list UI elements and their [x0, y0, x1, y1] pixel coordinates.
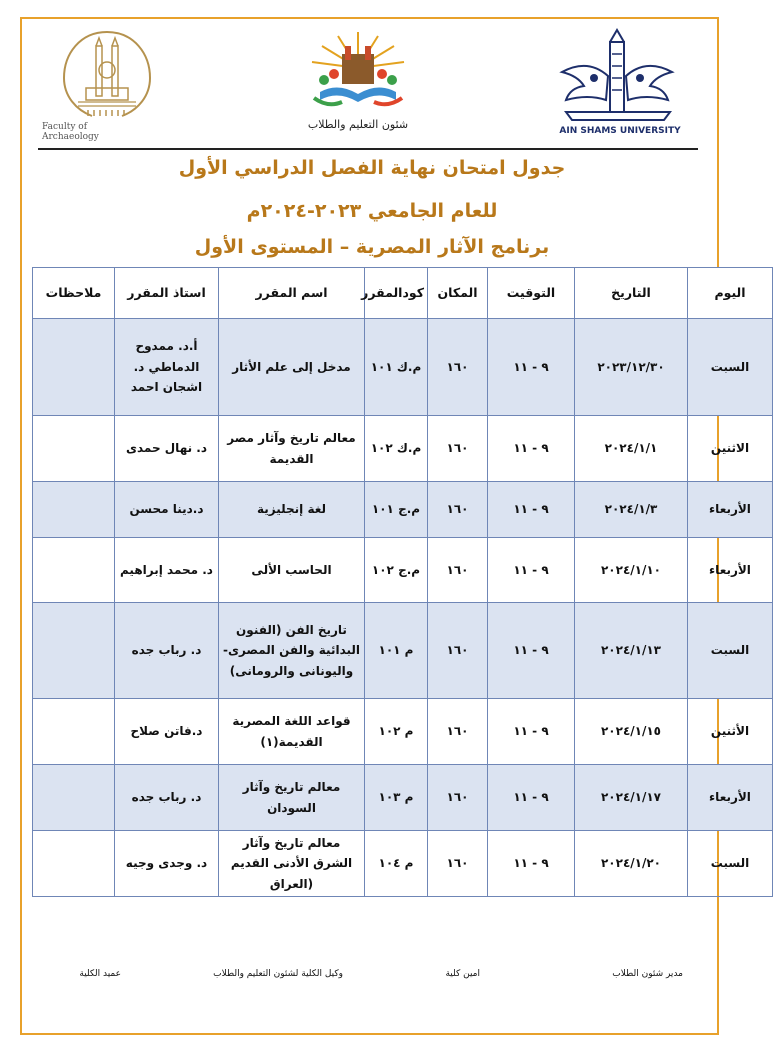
academic-year-title: للعام الجامعي ٢٠٢٣-٢٠٢٤م — [246, 200, 498, 222]
header-course-code: كودالمقرر — [365, 268, 428, 319]
row-day: السبت — [688, 831, 773, 897]
ain-shams-caption: AIN SHAMS UNIVERSITY — [559, 126, 681, 136]
row-place: ١٦٠ — [428, 538, 488, 603]
row-place: ١٦٠ — [428, 765, 488, 831]
row-time: ٩ - ١١ — [488, 831, 575, 897]
row-notes — [33, 699, 115, 765]
row-professor: د.فاتن صلاح — [115, 699, 219, 765]
row-day: الأثنين — [688, 699, 773, 765]
row-date: ٢٠٢٤/١/٢٠ — [575, 831, 688, 897]
row-course: تاريخ الفن (الفنون البدائية والفن المصرى- واليونانى والرومانى) — [219, 603, 365, 699]
program-level-title: برنامج الآثار المصرية – المستوى الأول — [194, 236, 550, 258]
row-time: ٩ - ١١ — [488, 319, 575, 416]
row-place: ١٦٠ — [428, 482, 488, 538]
header-divider — [38, 148, 698, 150]
table-row — [33, 319, 773, 416]
table-row — [33, 482, 773, 538]
row-course: معالم تاريخ وآثار السودان — [219, 765, 365, 831]
row-code: م.ج ١٠٢ — [365, 538, 428, 603]
row-place: ١٦٠ — [428, 699, 488, 765]
row-day: الاثنين — [688, 416, 773, 482]
row-place: ١٦٠ — [428, 319, 488, 416]
row-code: م.ك ١٠١ — [365, 319, 428, 416]
row-professor: أ.د. ممدوح الدماطي د. اشجان احمد — [115, 319, 219, 416]
header-day: اليوم — [688, 268, 773, 319]
schedule-title: جدول امتحان نهاية الفصل الدراسي الأول — [178, 157, 566, 179]
header-time: التوقيت — [488, 268, 575, 319]
row-course: الحاسب الألى — [219, 538, 365, 603]
education-affairs-caption: شئون التعليم والطلاب — [307, 118, 409, 131]
row-time: ٩ - ١١ — [488, 699, 575, 765]
table-row — [33, 831, 773, 897]
row-professor: د. رباب جده — [115, 603, 219, 699]
row-professor: د.دينا محسن — [115, 482, 219, 538]
row-code: م.ك ١٠٢ — [365, 416, 428, 482]
row-code: م.ج ١٠١ — [365, 482, 428, 538]
row-time: ٩ - ١١ — [488, 765, 575, 831]
row-time: ٩ - ١١ — [488, 603, 575, 699]
ain-shams-university-logo-icon — [548, 28, 688, 138]
row-day: الأربعاء — [688, 482, 773, 538]
row-code: م ١٠٤ — [365, 831, 428, 897]
row-date: ٢٠٢٤/١/١ — [575, 416, 688, 482]
row-day: السبت — [688, 603, 773, 699]
header-date: التاريخ — [575, 268, 688, 319]
row-professor: د. وجدى وجيه — [115, 831, 219, 897]
exam-schedule-table — [32, 267, 773, 897]
table-row — [33, 765, 773, 831]
row-code: م ١٠٣ — [365, 765, 428, 831]
row-day: الأربعاء — [688, 765, 773, 831]
row-course: لغة إنجليزية — [219, 482, 365, 538]
table-row — [33, 699, 773, 765]
row-time: ٩ - ١١ — [488, 482, 575, 538]
row-time: ٩ - ١١ — [488, 416, 575, 482]
signature-vice-dean: وكيل الكلية لشئون التعليم والطلاب — [213, 969, 343, 979]
row-day: السبت — [688, 319, 773, 416]
row-date: ٢٠٢٣/١٢/٣٠ — [575, 319, 688, 416]
signature-dean: عميد الكلية — [79, 969, 121, 979]
row-notes — [33, 603, 115, 699]
row-place: ١٦٠ — [428, 416, 488, 482]
header-notes: ملاحظات — [33, 268, 115, 319]
row-course: معالم تاريخ وآثار الشرق الأدنى القديم (العراق — [219, 831, 365, 897]
row-notes — [33, 831, 115, 897]
table-row — [33, 538, 773, 603]
education-affairs-logo-icon — [298, 28, 418, 140]
row-date: ٢٠٢٤/١/١٥ — [575, 699, 688, 765]
row-date: ٢٠٢٤/١/١٣ — [575, 603, 688, 699]
table-row — [33, 603, 773, 699]
row-code: م ١٠٢ — [365, 699, 428, 765]
row-notes — [33, 538, 115, 603]
signature-student-affairs-director: مدير شئون الطلاب — [612, 969, 683, 979]
row-notes — [33, 319, 115, 416]
row-course: معالم تاريخ وآثار مصر القديمة — [219, 416, 365, 482]
row-place: ١٦٠ — [428, 831, 488, 897]
row-professor: د. نهال حمدى — [115, 416, 219, 482]
header-place: المكان — [428, 268, 488, 319]
faculty-caption-line1: Faculty of — [42, 122, 88, 132]
row-date: ٢٠٢٤/١/١٧ — [575, 765, 688, 831]
header-course-name: اسم المقرر — [219, 268, 365, 319]
row-date: ٢٠٢٤/١/٣ — [575, 482, 688, 538]
header-professor: استاذ المقرر — [115, 268, 219, 319]
table-header-row — [33, 268, 773, 319]
row-course: قواعد اللغة المصرية القديمة(١) — [219, 699, 365, 765]
faculty-caption-line2: Archaeology — [42, 132, 99, 142]
table-row — [33, 416, 773, 482]
row-place: ١٦٠ — [428, 603, 488, 699]
faculty-archaeology-logo-icon — [42, 26, 162, 144]
row-notes — [33, 482, 115, 538]
signature-faculty-secretary: امين كلية — [445, 969, 480, 979]
row-notes — [33, 765, 115, 831]
row-day: الأربعاء — [688, 538, 773, 603]
row-course: مدخل إلى علم الأثار — [219, 319, 365, 416]
row-notes — [33, 416, 115, 482]
row-code: م ١٠١ — [365, 603, 428, 699]
row-professor: د. محمد إبراهيم — [115, 538, 219, 603]
row-time: ٩ - ١١ — [488, 538, 575, 603]
row-date: ٢٠٢٤/١/١٠ — [575, 538, 688, 603]
row-professor: د. رباب جده — [115, 765, 219, 831]
